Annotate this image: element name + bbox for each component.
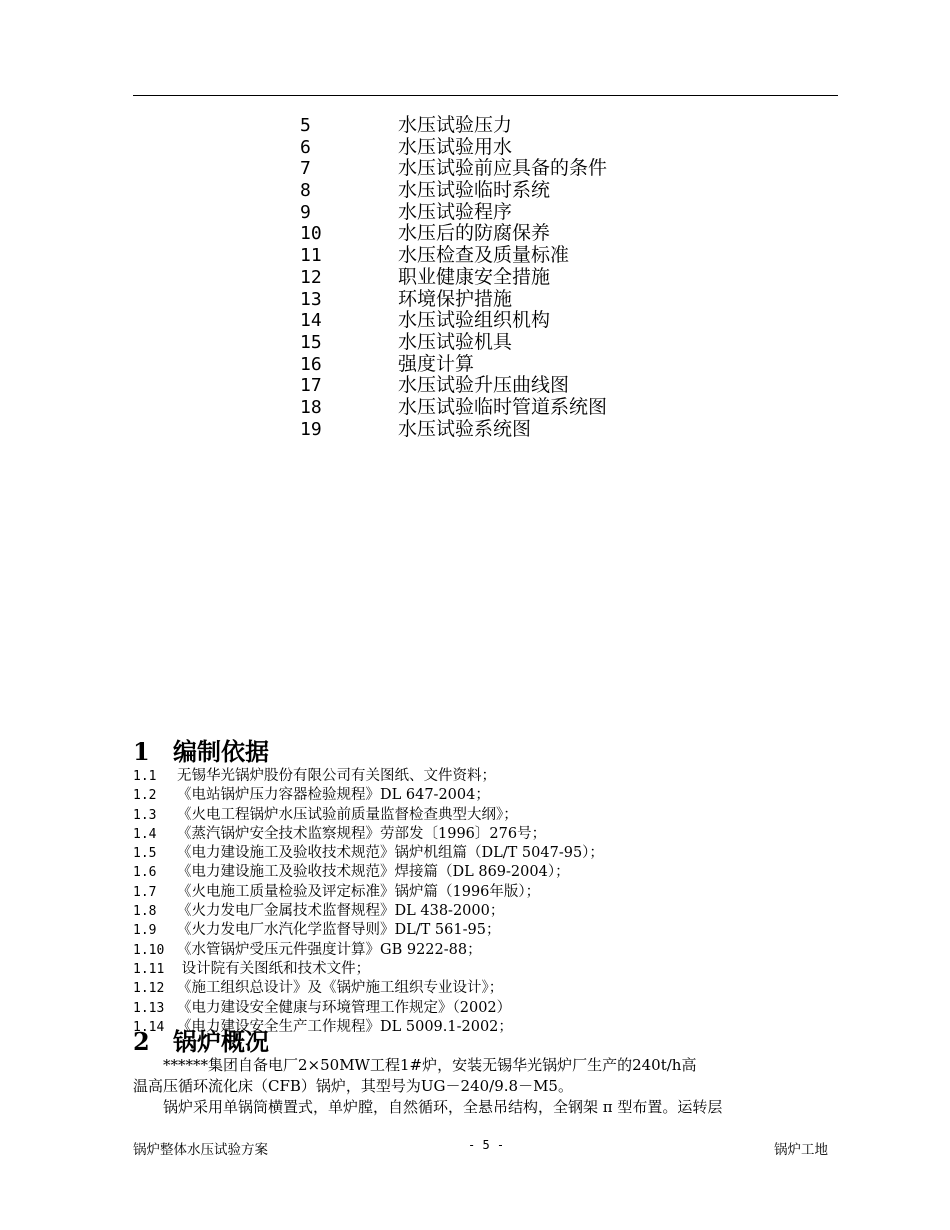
section-1-heading — [133, 738, 269, 766]
reference-number: 1.10 — [133, 942, 165, 958]
reference-item — [133, 883, 838, 902]
table-of-contents — [300, 115, 607, 440]
reference-number: 1.13 — [133, 1000, 165, 1016]
reference-item — [133, 999, 838, 1018]
reference-number: 1.8 — [133, 904, 157, 920]
toc-entry-title: 水压试验程序 — [398, 200, 513, 223]
toc-entry-number: 13 — [300, 288, 322, 310]
toc-entry — [300, 115, 607, 137]
toc-entry — [300, 289, 607, 311]
toc-entry — [300, 354, 607, 376]
toc-entry — [300, 223, 607, 245]
toc-entry-number: 8 — [300, 180, 311, 202]
toc-entry-title: 水压检查及质量标准 — [398, 244, 570, 267]
paragraph-line: 温高压循环流化床（CFB）锅炉，其型号为UG－240/9.8－M5。 — [133, 1077, 573, 1095]
reference-number: 1.11 — [133, 961, 165, 977]
reference-text: 《火电工程锅炉水压试验前质量监督检查典型大纲》； — [177, 806, 518, 823]
reference-number: 1.3 — [133, 807, 157, 823]
reference-item — [133, 786, 838, 805]
reference-text: 《水管锅炉受压元件强度计算》GB 9222-88； — [177, 941, 482, 958]
reference-text: 《电力建设施工及验收技术规范》锅炉机组篇（DL/T 5047-95）； — [177, 845, 604, 862]
toc-entry — [300, 137, 607, 159]
toc-entry-title: 水压试验临时管道系统图 — [398, 395, 608, 418]
section-2-title: 锅炉概况 — [173, 1027, 269, 1056]
toc-entry-title: 水压后的防腐保养 — [398, 222, 551, 245]
toc-entry-number: 19 — [300, 418, 322, 440]
reference-number: 1.12 — [133, 981, 165, 997]
reference-item — [133, 825, 838, 844]
reference-item — [133, 960, 838, 979]
toc-entry-title: 职业健康安全措施 — [398, 265, 551, 288]
toc-entry-title: 水压试验用水 — [398, 135, 513, 158]
reference-item — [133, 767, 838, 786]
section-2-number: 2 — [133, 1027, 150, 1056]
reference-item — [133, 979, 838, 998]
toc-entry-number: 5 — [300, 115, 311, 136]
header-rule — [133, 95, 838, 96]
footer-site-name: 锅炉工地 — [774, 1142, 828, 1158]
reference-item — [133, 941, 838, 960]
footer-page-number: - 5 - — [468, 1138, 505, 1152]
toc-entry-number: 12 — [300, 266, 322, 288]
footer-document-title: 锅炉整体水压试验方案 — [133, 1142, 268, 1158]
toc-entry — [300, 180, 607, 202]
reference-text: 《火电施工质量检验及评定标准》锅炉篇（1996年版）； — [177, 883, 541, 900]
reference-number: 1.4 — [133, 826, 157, 842]
reference-text: 无锡华光锅炉股份有限公司有关图纸、文件资料； — [177, 768, 496, 784]
toc-entry-number: 7 — [300, 158, 311, 180]
toc-entry-number: 10 — [300, 223, 322, 245]
reference-number: 1.6 — [133, 865, 157, 881]
toc-entry — [300, 202, 607, 224]
toc-entry — [300, 397, 607, 419]
toc-entry-number: 6 — [300, 136, 311, 158]
reference-item — [133, 902, 838, 921]
toc-entry-title: 水压试验机具 — [398, 330, 513, 353]
reference-item — [133, 844, 838, 863]
toc-entry-title: 环境保护措施 — [398, 287, 513, 310]
reference-item — [133, 863, 838, 882]
toc-entry-number: 15 — [300, 331, 322, 353]
reference-number: 1.2 — [133, 788, 157, 804]
toc-entry-number: 17 — [300, 375, 322, 397]
toc-entry — [300, 245, 607, 267]
toc-entry-title: 强度计算 — [398, 352, 475, 375]
toc-entry — [300, 332, 607, 354]
reference-text: 《电力建设施工及验收技术规范》焊接篇（DL 869-2004）； — [177, 864, 570, 881]
toc-entry-title: 水压试验升压曲线图 — [398, 374, 570, 397]
section-2-heading — [133, 1028, 269, 1056]
toc-entry — [300, 375, 607, 397]
toc-entry-title: 水压试验临时系统 — [398, 179, 551, 202]
reference-text: 设计院有关图纸和技术文件； — [177, 960, 371, 977]
reference-text: 《电力建设安全生产工作规程》DL 5009.1-2002； — [177, 1018, 513, 1035]
reference-number: 1.1 — [133, 769, 157, 784]
reference-text: 《电力建设安全健康与环境管理工作规定》（2002） — [177, 999, 512, 1016]
toc-entry-number: 14 — [300, 310, 322, 332]
reference-text: 《施工组织总设计》及《锅炉施工组织专业设计》； — [177, 980, 504, 997]
reference-text: 《火力发电厂金属技术监督规程》DL 438-2000； — [177, 903, 505, 920]
toc-entry — [300, 310, 607, 332]
reference-text: 《电站锅炉压力容器检验规程》DL 647-2004； — [177, 787, 490, 804]
toc-entry-number: 11 — [300, 245, 322, 267]
toc-entry-title: 水压试验组织机构 — [398, 309, 551, 332]
toc-entry-title: 水压试验压力 — [398, 114, 513, 136]
reference-number: 1.5 — [133, 846, 157, 862]
toc-entry — [300, 419, 607, 441]
paragraph-line: ******集团自备电厂2×50MW工程1#炉，安装无锡华光锅炉厂生产的240t/h高 — [163, 1056, 697, 1074]
toc-entry-number: 16 — [300, 353, 322, 375]
reference-text: 《火力发电厂水汽化学监督导则》DL/T 561-95； — [177, 922, 501, 939]
reference-list — [133, 767, 838, 1037]
section-1-number: 1 — [133, 737, 150, 766]
toc-entry-title: 水压试验系统图 — [398, 417, 532, 440]
paragraph-line: 锅炉采用单锅筒横置式，单炉膛，自然循环，全悬吊结构，全钢架 π 型布置。运转层 — [163, 1098, 723, 1116]
toc-entry — [300, 158, 607, 180]
boiler-overview-paragraph — [133, 1055, 838, 1118]
reference-item — [133, 806, 838, 825]
toc-entry-title: 水压试验前应具备的条件 — [398, 157, 608, 180]
reference-number: 1.9 — [133, 923, 157, 939]
reference-item — [133, 921, 838, 940]
toc-entry-number: 18 — [300, 396, 322, 418]
section-1-title: 编制依据 — [173, 737, 269, 766]
toc-entry — [300, 267, 607, 289]
reference-number: 1.14 — [133, 1019, 165, 1035]
toc-entry-number: 9 — [300, 201, 311, 223]
reference-text: 《蒸汽锅炉安全技术监察规程》劳部发〔1996〕276号； — [177, 825, 547, 842]
reference-number: 1.7 — [133, 884, 157, 900]
